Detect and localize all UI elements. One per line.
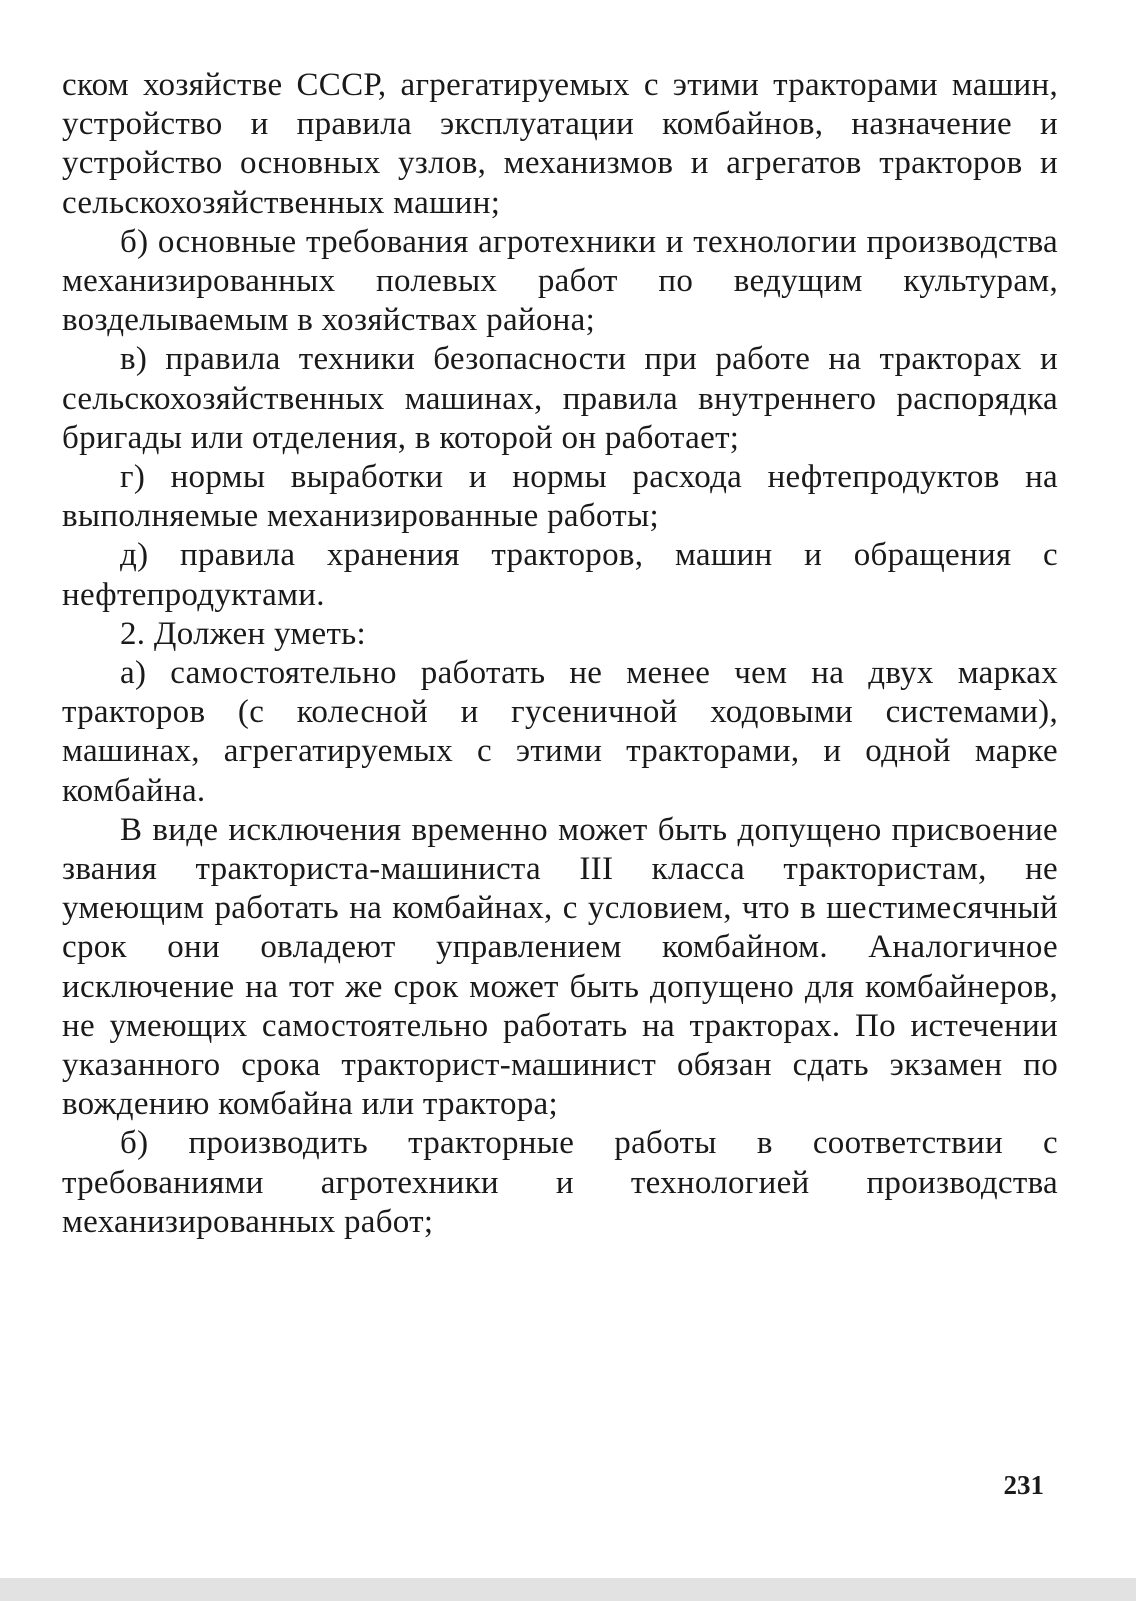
- body-text: [62, 66, 1058, 1242]
- paragraph-continuation: ском хозяйстве СССР, агрегатируемых с этими тракторами машин, устройство и правила эксплуатации комбайнов, назначение и устройство основных узлов, механизмов и агрегатов тракторов и сельскохозяйственных машин;: [62, 67, 1058, 221]
- paragraph-item-v: в) правила техники безопасности при работе на тракторах и сельскохозяйственных машинах, правила внутреннего распорядка бригады или отделения, в которой он работает;: [62, 341, 1058, 456]
- paragraph-item-d: д) правила хранения тракторов, машин и обращения с нефтепродуктами.: [62, 537, 1058, 613]
- paragraph-item-a: а) самостоятельно работать не менее чем на двух марках тракторов (с колесной и гусеничной ходовыми системами), машинах, агрегатируемых с этими тракторами, и одной марке комбайна.: [62, 655, 1058, 809]
- section-heading-must-be-able: 2. Должен уметь:: [120, 615, 366, 652]
- scan-bottom-edge: [0, 1578, 1136, 1601]
- page-number: 231: [1003, 1470, 1044, 1500]
- paragraph-item-g: г) нормы выработки и нормы расхода нефтепродуктов на выполняемые механизированные работы;: [62, 459, 1058, 535]
- paragraph-item-b: б) основные требования агротехники и технологии производства механизированных полевых работ по ведущим культурам, возделываемым в хозяйствах района;: [62, 223, 1058, 339]
- paragraph-exception: В виде исключения временно может быть допущено присвоение звания тракториста-машиниста III класса трактористам, не умеющим работать на комбайнах, с условием, что в шестимесячный срок они овладеют управлением комбайном. Аналогичное исключение на тот же срок может быть допущено для комбайнеров, не умеющих самостоятельно работать на тракторах. По истечении указанного срока тракторист-машинист обязан сдать экзамен по вождению комбайна или трактора;: [62, 811, 1058, 1123]
- paragraph-item-b2: б) производить тракторные работы в соответствии с требованиями агротехники и технологией производства механизированных работ;: [62, 1125, 1058, 1240]
